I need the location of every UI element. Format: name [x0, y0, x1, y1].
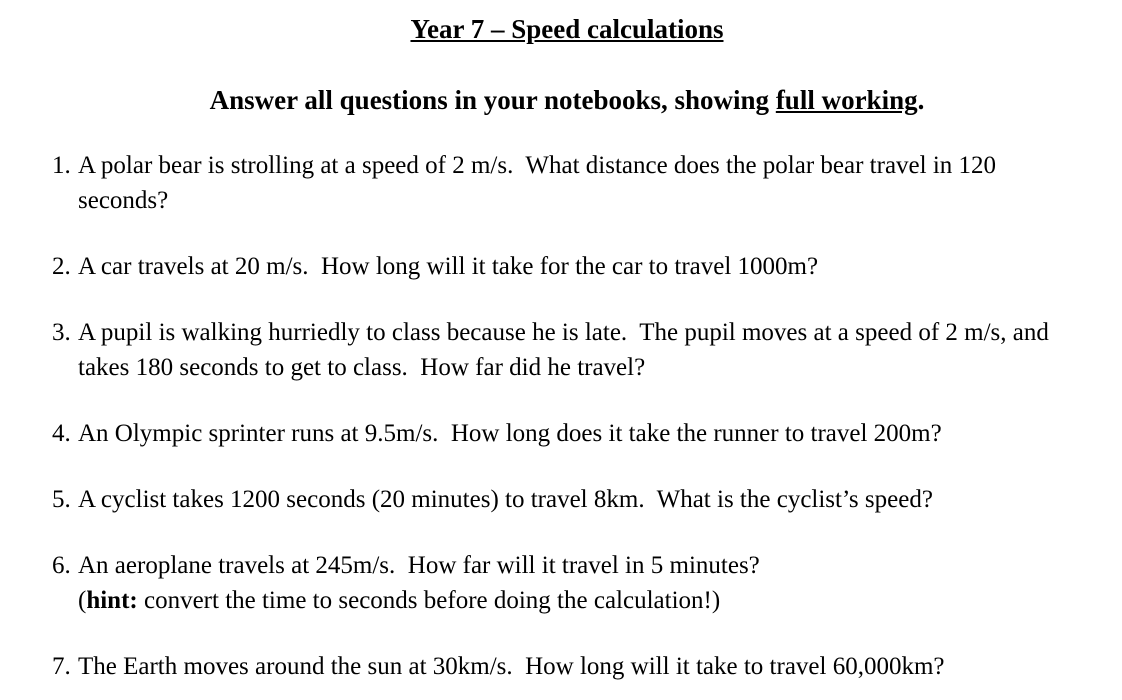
- question-3-text: A pupil is walking hurriedly to class because he is late. The pupil moves at a speed of 2 m/s, and takes 180 seconds to get to class. How far did he travel?: [78, 319, 1056, 381]
- question-7-number: 7.: [52, 653, 71, 680]
- question-6: [52, 548, 1082, 618]
- question-4-number: 4.: [52, 420, 71, 447]
- question-1-number: 1.: [52, 152, 71, 179]
- question-6-hint-label: hint:: [86, 587, 138, 614]
- instructions-suffix: .: [917, 85, 925, 115]
- question-4-text: An Olympic sprinter runs at 9.5m/s. How long does it take the runner to travel 200m?: [78, 420, 942, 447]
- question-2-text: A car travels at 20 m/s. How long will it take for the car to travel 1000m?: [78, 253, 819, 280]
- question-6-hint-body: convert the time to seconds before doing the calculation!): [137, 587, 721, 614]
- question-7: [52, 649, 1082, 684]
- question-6-number: 6.: [52, 552, 71, 579]
- page-title-text: Year 7 – Speed calculations: [410, 14, 724, 44]
- question-7-text: The Earth moves around the sun at 30km/s. How long will it take to travel 60,000km?: [78, 653, 945, 680]
- question-6-main: An aeroplane travels at 245m/s. How far will it travel in 5 minutes?: [78, 552, 760, 579]
- question-6-text: [78, 548, 1082, 618]
- page-title: [52, 12, 1082, 47]
- question-2-number: 2.: [52, 253, 71, 280]
- question-list: [52, 148, 1082, 684]
- question-1-text: A polar bear is strolling at a speed of 2 m/s. What distance does the polar bear travel in 120 seconds?: [78, 152, 1003, 214]
- question-1: [52, 148, 1082, 218]
- instructions-prefix: Answer all questions in your notebooks, showing: [209, 85, 776, 115]
- question-5-text: A cyclist takes 1200 seconds (20 minutes) to travel 8km. What is the cyclist’s speed?: [78, 486, 933, 513]
- question-6-hint-open-paren: (: [78, 587, 87, 614]
- instructions-underlined: full working: [775, 85, 918, 115]
- question-5: [52, 482, 1082, 517]
- question-3: [52, 315, 1082, 385]
- question-2: [52, 249, 1082, 284]
- instructions-line: [52, 83, 1082, 118]
- question-3-number: 3.: [52, 319, 71, 346]
- question-5-number: 5.: [52, 486, 71, 513]
- question-4: [52, 416, 1082, 451]
